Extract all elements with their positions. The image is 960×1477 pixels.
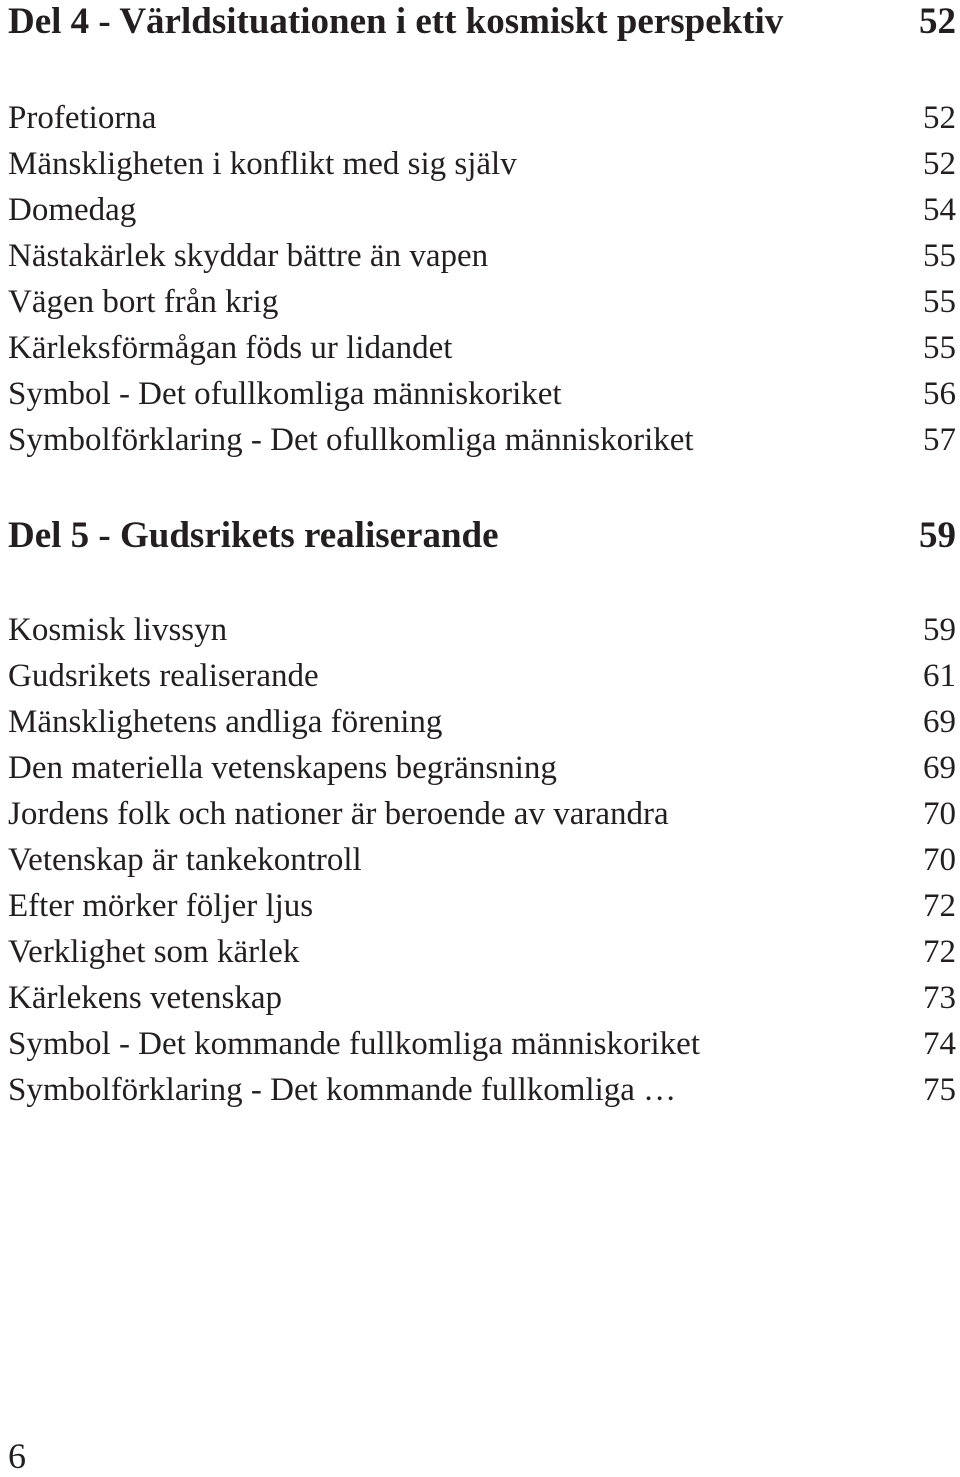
entry-page-number: 55 [923, 238, 956, 274]
toc-entry [8, 975, 956, 1021]
entry-title: Gudsrikets realiserande [8, 658, 319, 694]
entry-page-number: 74 [923, 1026, 956, 1062]
entry-page-number: 55 [923, 284, 956, 320]
entry-title: Domedag [8, 192, 137, 228]
section-page-number: 52 [919, 1, 956, 42]
section-title: Del 5 - Gudsrikets realiserande [8, 515, 499, 556]
section-page-number: 59 [919, 515, 956, 556]
entry-title: Vägen bort från krig [8, 284, 279, 320]
entry-title: Jordens folk och nationer är beroende av varandra [8, 796, 669, 832]
entry-title: Mänskligheten i konflikt med sig själv [8, 146, 517, 182]
entry-page-number: 59 [923, 612, 956, 648]
toc-entry [8, 929, 956, 975]
section-heading [8, 0, 956, 44]
entry-page-number: 70 [923, 796, 956, 832]
entry-page-number: 55 [923, 330, 956, 366]
toc-entry [8, 837, 956, 883]
toc-entry [8, 745, 956, 791]
entry-page-number: 57 [923, 422, 956, 458]
toc-entry [8, 1067, 956, 1113]
entry-page-number: 73 [923, 980, 956, 1016]
toc-entry [8, 279, 956, 325]
entry-title: Kärlekens vetenskap [8, 980, 282, 1016]
entry-page-number: 69 [923, 750, 956, 786]
entry-title: Kosmisk livssyn [8, 612, 228, 648]
toc-entry [8, 371, 956, 417]
toc-entry [8, 187, 956, 233]
toc-entry [8, 607, 956, 653]
entry-title: Verklighet som kärlek [8, 934, 300, 970]
entry-page-number: 72 [923, 934, 956, 970]
entry-title: Symbol - Det ofullkomliga människoriket [8, 376, 562, 412]
section-heading [8, 514, 956, 558]
entry-title: Symbolförklaring - Det ofullkomliga människoriket [8, 422, 694, 458]
section-title: Del 4 - Världsituationen i ett kosmiskt perspektiv [8, 1, 784, 42]
toc-entry [8, 883, 956, 929]
toc-entry [8, 699, 956, 745]
toc-entry [8, 417, 956, 463]
entry-title: Nästakärlek skyddar bättre än vapen [8, 238, 489, 274]
entry-page-number: 61 [923, 658, 956, 694]
entry-title: Den materiella vetenskapens begränsning [8, 750, 557, 786]
entry-page-number: 52 [923, 100, 956, 136]
section-entry-list [8, 95, 956, 463]
entry-page-number: 75 [923, 1072, 956, 1108]
toc-entry [8, 325, 956, 371]
toc-entry [8, 95, 956, 141]
page-number: 6 [8, 1436, 26, 1476]
entry-title: Vetenskap är tankekontroll [8, 842, 362, 878]
entry-page-number: 70 [923, 842, 956, 878]
section-entry-list [8, 607, 956, 1113]
toc-entry [8, 791, 956, 837]
toc-entry [8, 1021, 956, 1067]
entry-page-number: 54 [923, 192, 956, 228]
toc-entry [8, 233, 956, 279]
entry-page-number: 52 [923, 146, 956, 182]
entry-title: Kärleksförmågan föds ur lidandet [8, 330, 453, 366]
entry-title: Efter mörker följer ljus [8, 888, 314, 924]
toc-entry [8, 653, 956, 699]
toc-entry [8, 141, 956, 187]
entry-title: Symbolförklaring - Det kommande fullkomliga … [8, 1072, 677, 1108]
entry-title: Profetiorna [8, 100, 157, 136]
entry-page-number: 72 [923, 888, 956, 924]
entry-title: Symbol - Det kommande fullkomliga människoriket [8, 1026, 700, 1062]
entry-page-number: 69 [923, 704, 956, 740]
entry-title: Mänsklighetens andliga förening [8, 704, 443, 740]
entry-page-number: 56 [923, 376, 956, 412]
